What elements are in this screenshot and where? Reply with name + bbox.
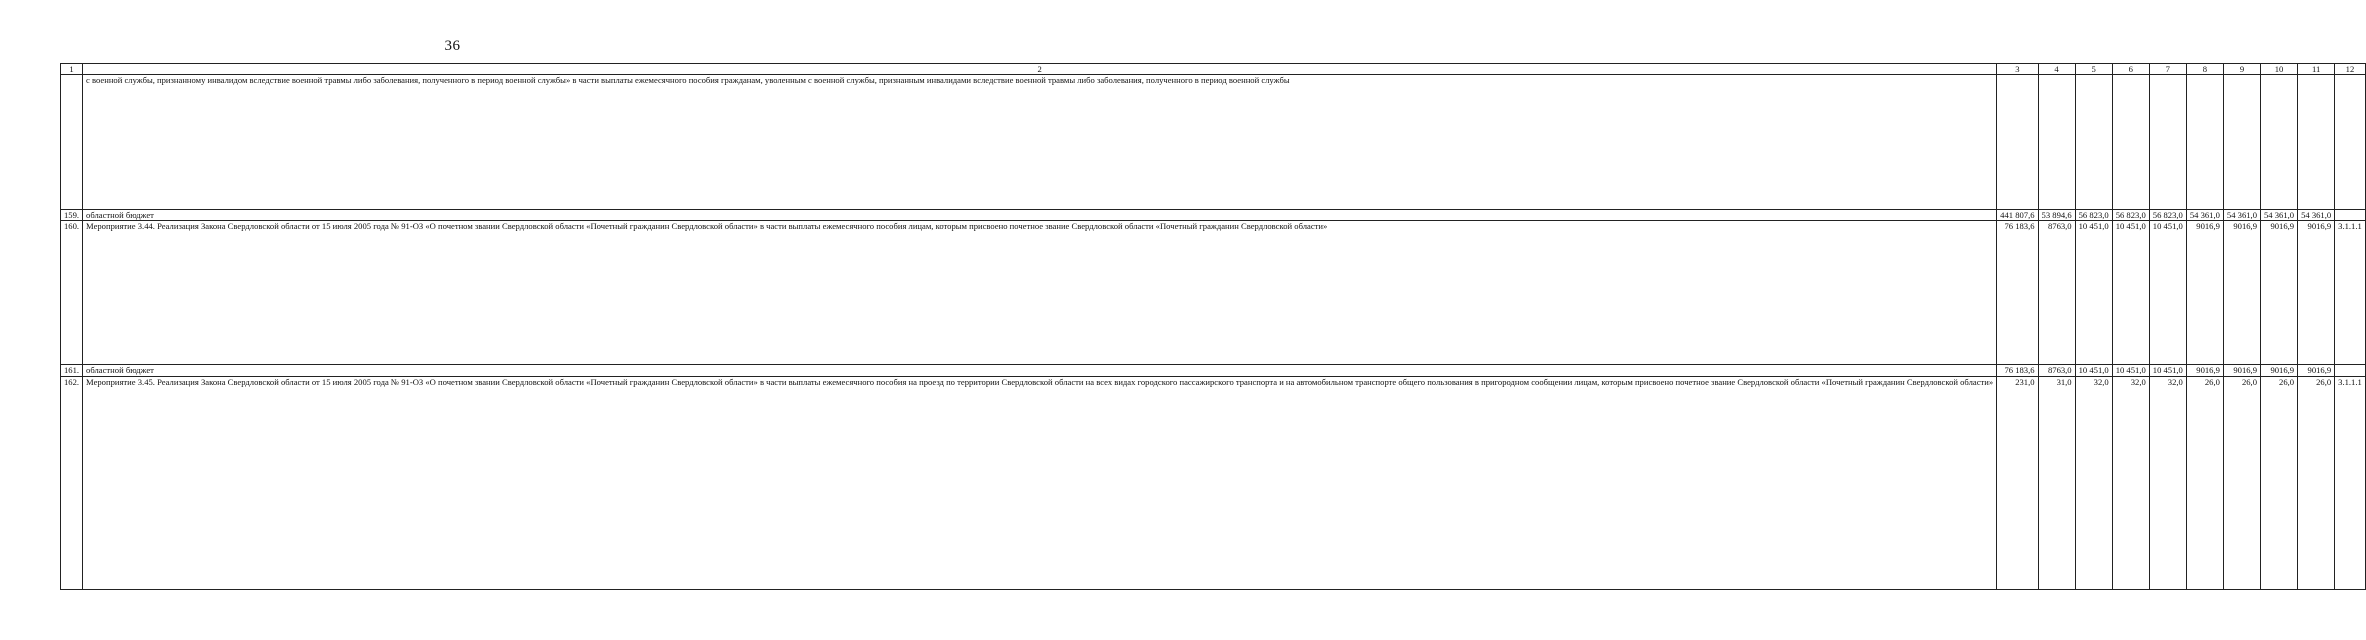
target-code <box>2335 75 2366 210</box>
value-cell <box>2112 75 2149 210</box>
value-cell: 56 823,0 <box>2075 210 2112 221</box>
column-header: 11 <box>2298 64 2335 75</box>
value-cell: 10 451,0 <box>2149 221 2186 365</box>
value-cell: 26,0 <box>2261 376 2298 589</box>
value-cell: 10 451,0 <box>2149 365 2186 376</box>
target-code: 3.1.1.1 <box>2335 221 2366 365</box>
value-cell: 10 451,0 <box>2075 365 2112 376</box>
column-header: 7 <box>2149 64 2186 75</box>
target-code <box>2335 365 2366 376</box>
value-cell: 54 361,0 <box>2223 210 2260 221</box>
value-cell: 76 183,6 <box>1997 221 2038 365</box>
value-cell: 54 361,0 <box>2186 210 2223 221</box>
column-header: 9 <box>2223 64 2260 75</box>
row-number: 159. <box>61 210 83 221</box>
table-row <box>61 75 2366 210</box>
row-description: Мероприятие 3.44. Реализация Закона Свердловской области от 15 июля 2005 года № 91-ОЗ «О почетном звании Свердловской области «Почетный гражданин Свердловской области» в части выплаты ежемесячного пособия лицам, которым присвоено почетное звание Свердловской области «Почетный гражданин Свердловской области» <box>83 221 1997 365</box>
table-row <box>61 365 2366 376</box>
value-cell <box>2261 75 2298 210</box>
value-cell: 10 451,0 <box>2075 221 2112 365</box>
column-header: 10 <box>2261 64 2298 75</box>
value-cell: 56 823,0 <box>2149 210 2186 221</box>
target-code <box>2335 210 2366 221</box>
value-cell: 9016,9 <box>2186 221 2223 365</box>
value-cell: 32,0 <box>2075 376 2112 589</box>
column-header: 8 <box>2186 64 2223 75</box>
value-cell: 231,0 <box>1997 376 2038 589</box>
column-header: 1 <box>61 64 83 75</box>
value-cell: 53 894,6 <box>2038 210 2075 221</box>
value-cell: 9016,9 <box>2261 365 2298 376</box>
row-description: с военной службы, признанному инвалидом вследствие военной травмы либо заболевания, полученного в период военной службы» в части выплаты ежемесячного пособия гражданам, уволенным с военной службы, признанным инвалидами вследствие военной травмы либо заболевания, полученного в период военной службы <box>83 75 1997 210</box>
value-cell <box>2223 75 2260 210</box>
table-row <box>61 221 2366 365</box>
page-number: 36 <box>444 38 461 54</box>
value-cell <box>1997 75 2038 210</box>
table-row <box>61 210 2366 221</box>
row-number: 162. <box>61 376 83 589</box>
value-cell <box>2075 75 2112 210</box>
column-header: 2 <box>83 64 1997 75</box>
value-cell <box>2186 75 2223 210</box>
table-row <box>61 376 2366 589</box>
column-header: 3 <box>1997 64 2038 75</box>
row-description: Мероприятие 3.45. Реализация Закона Свердловской области от 15 июля 2005 года № 91-ОЗ «О почетном звании Свердловской области «Почетный гражданин Свердловской области» в части выплаты ежемесячного пособия на проезд по территории Свердловской области на всех видах городского пассажирского транспорта и на автомобильном транспорте общего пользования в пригородном сообщении лицам, которым присвоено почетное звание Свердловской области «Почетный гражданин Свердловской области» <box>83 376 1997 589</box>
target-code: 3.1.1.1 <box>2335 376 2366 589</box>
value-cell: 9016,9 <box>2186 365 2223 376</box>
value-cell <box>2298 75 2335 210</box>
row-number: 160. <box>61 221 83 365</box>
column-header: 6 <box>2112 64 2149 75</box>
column-header: 4 <box>2038 64 2075 75</box>
value-cell: 9016,9 <box>2298 365 2335 376</box>
column-header: 12 <box>2335 64 2366 75</box>
value-cell: 26,0 <box>2223 376 2260 589</box>
value-cell <box>2038 75 2075 210</box>
column-header: 5 <box>2075 64 2112 75</box>
value-cell: 26,0 <box>2298 376 2335 589</box>
value-cell: 9016,9 <box>2223 221 2260 365</box>
value-cell: 54 361,0 <box>2298 210 2335 221</box>
table-header-row <box>61 64 2366 75</box>
program-activities-table <box>60 63 2366 590</box>
row-number <box>61 75 83 210</box>
value-cell: 26,0 <box>2186 376 2223 589</box>
value-cell: 31,0 <box>2038 376 2075 589</box>
value-cell: 32,0 <box>2149 376 2186 589</box>
value-cell: 441 807,6 <box>1997 210 2038 221</box>
value-cell: 76 183,6 <box>1997 365 2038 376</box>
value-cell: 9016,9 <box>2261 221 2298 365</box>
value-cell <box>2149 75 2186 210</box>
row-description: областной бюджет <box>83 210 1997 221</box>
row-number: 161. <box>61 365 83 376</box>
row-description: областной бюджет <box>83 365 1997 376</box>
value-cell: 8763,0 <box>2038 221 2075 365</box>
value-cell: 56 823,0 <box>2112 210 2149 221</box>
value-cell: 9016,9 <box>2223 365 2260 376</box>
value-cell: 10 451,0 <box>2112 365 2149 376</box>
value-cell: 8763,0 <box>2038 365 2075 376</box>
value-cell: 10 451,0 <box>2112 221 2149 365</box>
value-cell: 9016,9 <box>2298 221 2335 365</box>
value-cell: 32,0 <box>2112 376 2149 589</box>
value-cell: 54 361,0 <box>2261 210 2298 221</box>
